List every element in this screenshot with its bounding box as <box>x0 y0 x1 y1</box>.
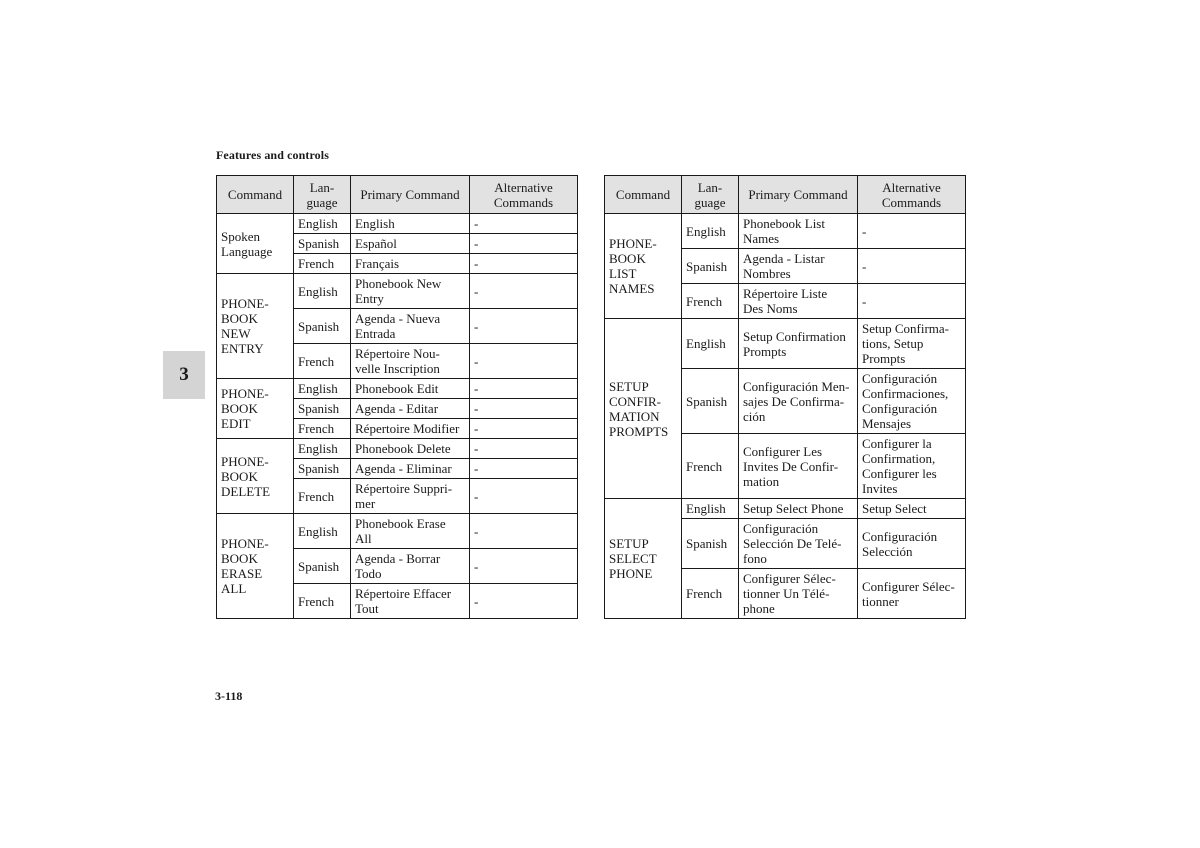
language-cell: French <box>294 479 351 514</box>
alternative-command-cell: - <box>470 379 578 399</box>
table-body <box>217 214 578 619</box>
primary-command-cell: Répertoire Effacer Tout <box>351 584 470 619</box>
table-row <box>605 319 966 369</box>
language-cell: French <box>294 419 351 439</box>
language-cell: Spanish <box>294 399 351 419</box>
command-group-cell: PHONE- BOOK LIST NAMES <box>605 214 682 319</box>
primary-command-cell: Setup Confirmation Prompts <box>739 319 858 369</box>
language-cell: Spanish <box>682 519 739 569</box>
language-cell: French <box>294 254 351 274</box>
chapter-number: 3 <box>179 364 189 385</box>
primary-command-cell: Phonebook Delete <box>351 439 470 459</box>
language-cell: French <box>682 434 739 499</box>
language-cell: Spanish <box>294 549 351 584</box>
alternative-command-cell: - <box>470 344 578 379</box>
primary-command-cell: Agenda - Nueva Entrada <box>351 309 470 344</box>
primary-command-cell: Español <box>351 234 470 254</box>
table-row <box>605 499 966 519</box>
header-alternative-commands: Alternative Commands <box>858 176 966 214</box>
alternative-command-cell: Configurer Sélec- tionner <box>858 569 966 619</box>
language-cell: Spanish <box>294 309 351 344</box>
primary-command-cell: Répertoire Nou- velle Inscription <box>351 344 470 379</box>
primary-command-cell: Configurer Sélec- tionner Un Télé- phone <box>739 569 858 619</box>
command-group-cell: PHONE- BOOK NEW ENTRY <box>217 274 294 379</box>
page-number: 3-118 <box>215 689 243 703</box>
chapter-tab <box>163 351 205 399</box>
table-row <box>217 379 578 399</box>
primary-command-cell: Agenda - Listar Nombres <box>739 249 858 284</box>
command-group-cell: Spoken Language <box>217 214 294 274</box>
primary-command-cell: Configuración Men- sajes De Confirma- ción <box>739 369 858 434</box>
command-group-cell: PHONE- BOOK DELETE <box>217 439 294 514</box>
alternative-command-cell: - <box>470 514 578 549</box>
language-cell: English <box>294 514 351 549</box>
table-row <box>217 514 578 549</box>
language-cell: Spanish <box>682 249 739 284</box>
primary-command-cell: English <box>351 214 470 234</box>
alternative-command-cell: Setup Confirma- tions, Setup Prompts <box>858 319 966 369</box>
alternative-command-cell: - <box>470 234 578 254</box>
header-language: Lan- guage <box>294 176 351 214</box>
alternative-command-cell: - <box>470 274 578 309</box>
header-primary-command: Primary Command <box>351 176 470 214</box>
alternative-command-cell: Configuración Selección <box>858 519 966 569</box>
primary-command-cell: Setup Select Phone <box>739 499 858 519</box>
primary-command-cell: Agenda - Editar <box>351 399 470 419</box>
primary-command-cell: Agenda - Eliminar <box>351 459 470 479</box>
language-cell: English <box>682 499 739 519</box>
primary-command-cell: Phonebook New Entry <box>351 274 470 309</box>
alternative-command-cell: - <box>470 214 578 234</box>
alternative-command-cell: - <box>470 254 578 274</box>
header-primary-command: Primary Command <box>739 176 858 214</box>
alternative-command-cell: Configuración Confirmaciones, Configuración Mensajes <box>858 369 966 434</box>
primary-command-cell: Phonebook Erase All <box>351 514 470 549</box>
primary-command-cell: Phonebook Edit <box>351 379 470 399</box>
language-cell: English <box>294 379 351 399</box>
language-cell: French <box>682 284 739 319</box>
language-cell: English <box>682 319 739 369</box>
command-group-cell: SETUP SELECT PHONE <box>605 499 682 619</box>
alternative-command-cell: - <box>470 439 578 459</box>
alternative-command-cell: - <box>858 214 966 249</box>
table-row <box>217 439 578 459</box>
alternative-command-cell: - <box>858 249 966 284</box>
alternative-command-cell: - <box>470 309 578 344</box>
primary-command-cell: Configuración Selección De Telé- fono <box>739 519 858 569</box>
language-cell: French <box>682 569 739 619</box>
alternative-command-cell: Setup Select <box>858 499 966 519</box>
alternative-command-cell: - <box>470 479 578 514</box>
alternative-command-cell: - <box>470 399 578 419</box>
table-header-row <box>217 176 578 214</box>
alternative-command-cell: - <box>858 284 966 319</box>
voice-commands-table-right <box>604 175 966 619</box>
language-cell: Spanish <box>294 459 351 479</box>
language-cell: Spanish <box>294 234 351 254</box>
alternative-command-cell: Configurer la Confirmation, Configurer les Invites <box>858 434 966 499</box>
command-group-cell: PHONE- BOOK EDIT <box>217 379 294 439</box>
table-row <box>217 214 578 234</box>
language-cell: English <box>294 214 351 234</box>
primary-command-cell: Agenda - Borrar Todo <box>351 549 470 584</box>
primary-command-cell: Répertoire Liste Des Noms <box>739 284 858 319</box>
primary-command-cell: Configurer Les Invites De Confir- mation <box>739 434 858 499</box>
table-row <box>217 274 578 309</box>
header-language: Lan- guage <box>682 176 739 214</box>
table-body <box>605 214 966 619</box>
alternative-command-cell: - <box>470 584 578 619</box>
language-cell: English <box>682 214 739 249</box>
language-cell: English <box>294 274 351 309</box>
language-cell: French <box>294 344 351 379</box>
header-command: Command <box>605 176 682 214</box>
section-title: Features and controls <box>216 148 329 162</box>
alternative-command-cell: - <box>470 419 578 439</box>
language-cell: Spanish <box>682 369 739 434</box>
command-group-cell: SETUP CONFIR- MATION PROMPTS <box>605 319 682 499</box>
table-row <box>605 214 966 249</box>
primary-command-cell: Répertoire Modifier <box>351 419 470 439</box>
alternative-command-cell: - <box>470 549 578 584</box>
table-header-row <box>605 176 966 214</box>
voice-commands-table-left <box>216 175 578 619</box>
header-command: Command <box>217 176 294 214</box>
alternative-command-cell: - <box>470 459 578 479</box>
primary-command-cell: Français <box>351 254 470 274</box>
command-group-cell: PHONE- BOOK ERASE ALL <box>217 514 294 619</box>
primary-command-cell: Répertoire Suppri- mer <box>351 479 470 514</box>
header-alternative-commands: Alternative Commands <box>470 176 578 214</box>
language-cell: English <box>294 439 351 459</box>
primary-command-cell: Phonebook List Names <box>739 214 858 249</box>
language-cell: French <box>294 584 351 619</box>
